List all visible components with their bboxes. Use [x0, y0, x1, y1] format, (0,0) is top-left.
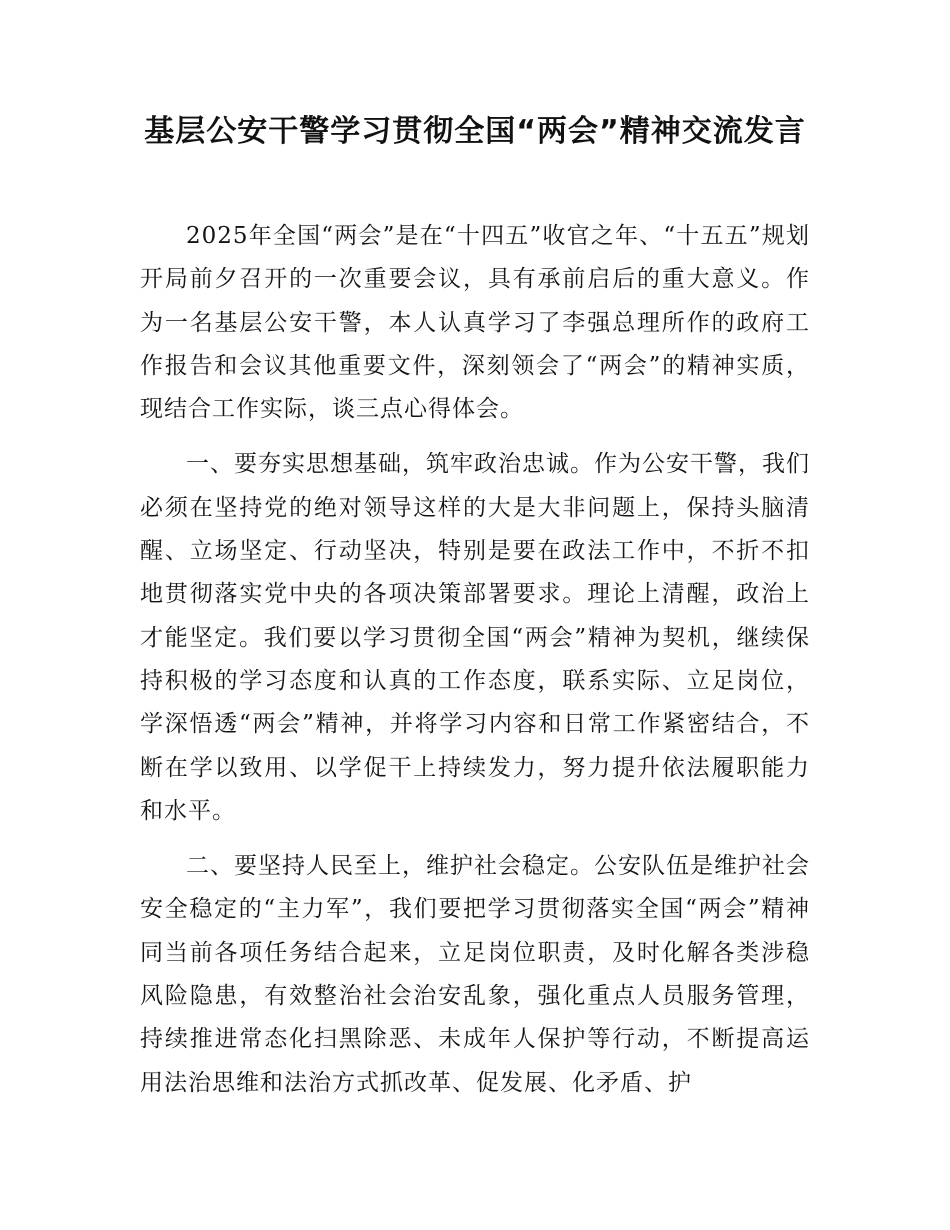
paragraph-point-one: 一、要夯实思想基础，筑牢政治忠诚。作为公安干警，我们必须在坚持党的绝对领导这样的大是大非问题上，保持头脑清醒、立场坚定、行动坚决，特别是要在政法工作中，不折不扣地贯彻落实党中央的各项决策部署要求。理论上清醒，政治上才能坚定。我们要以学习贯彻全国“两会”精神为契机，继续保持积极的学习态度和认真的工作态度，联系实际、立足岗位，学深悟透“两会”精神，并将学习内容和日常工作紧密结合，不断在学以致用、以学促干上持续发力，努力提升依法履职能力和水平。 [140, 451, 810, 824]
document-body [140, 215, 810, 1111]
paragraph-point-two: 二、要坚持人民至上，维护社会稳定。公安队伍是维护社会安全稳定的“主力军”，我们要把学习贯彻落实全国“两会”精神同当前各项任务结合起来，立足岗位职责，及时化解各类涉稳风险隐患，有效整治社会治安乱象，强化重点人员服务管理，持续推进常态化扫黑除恶、未成年人保护等行动，不断提高运用法治思维和法治方式抓改革、促发展、化矛盾、护 [140, 853, 810, 1096]
paragraph-intro: 2025年全国“两会”是在“十四五”收官之年、“十五五”规划开局前夕召开的一次重要会议，具有承前启后的重大意义。作为一名基层公安干警，本人认真学习了李强总理所作的政府工作报告和会议其他重要文件，深刻领会了“两会”的精神实质，现结合工作实际，谈三点心得体会。 [140, 223, 810, 423]
document-title: 基层公安干警学习贯彻全国“两会”精神交流发言 [144, 114, 806, 149]
